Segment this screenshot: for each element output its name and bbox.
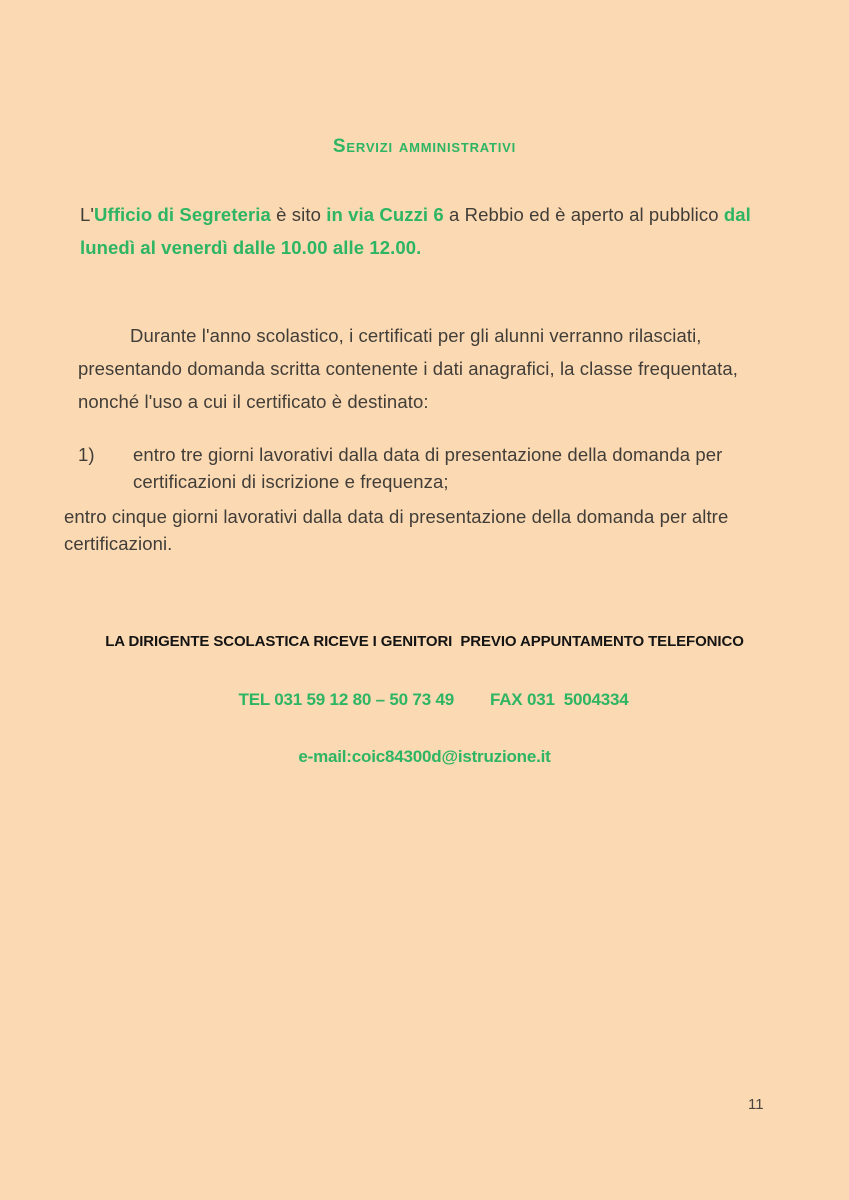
intro-line-1 <box>80 198 780 231</box>
body-paragraph <box>78 319 788 418</box>
intro-highlight-segment: Ufficio di Segreteria <box>94 204 271 225</box>
intro-highlight-segment: in via Cuzzi 6 <box>326 204 444 225</box>
intro-text-segment: a Rebbio ed è aperto al pubblico <box>443 204 724 225</box>
list-line: entro tre giorni lavorativi dalla data di presentazione della domanda per <box>133 444 723 465</box>
intro-highlight-segment: dal <box>723 204 751 225</box>
body-line: presentando domanda scritta contenente i dati anagrafici, la classe frequentata, <box>78 358 739 379</box>
page-number: 11 <box>748 1096 764 1113</box>
email-address: e-mail:coic84300d@istruzione.it <box>298 747 551 766</box>
intro-text-segment: L' <box>80 204 95 225</box>
numbered-list-item <box>78 441 768 495</box>
body-line: Durante l'anno scolastico, i certificati per gli alunni verranno rilasciati, <box>130 325 702 346</box>
list-line: certificazioni di iscrizione e frequenza; <box>133 471 449 492</box>
page-title: Servizi amministrativi <box>332 136 517 157</box>
closing-line: entro cinque giorni lavorativi dalla data di presentazione della domanda per altre <box>64 506 729 527</box>
list-item-marker: 1) <box>78 444 95 465</box>
body-line: nonché l'uso a cui il certificato è destinato: <box>78 391 429 412</box>
closing-paragraph <box>64 503 779 557</box>
list-item-text <box>133 441 768 495</box>
closing-line: certificazioni. <box>64 533 173 554</box>
telephone-number: TEL 031 59 12 80 – 50 73 49 <box>238 690 454 709</box>
intro-text-segment: è sito <box>270 204 327 225</box>
phone-fax-line <box>0 670 849 730</box>
intro-line-2: lunedì al venerdì dalle 10.00 alle 12.00. <box>80 237 422 258</box>
contact-header: LA DIRIGENTE SCOLASTICA RICEVE I GENITORI PREVIO APPUNTAMENTO TELEFONICO <box>105 633 744 650</box>
fax-number: FAX 031 5004334 <box>489 690 629 709</box>
intro-paragraph <box>80 198 780 264</box>
